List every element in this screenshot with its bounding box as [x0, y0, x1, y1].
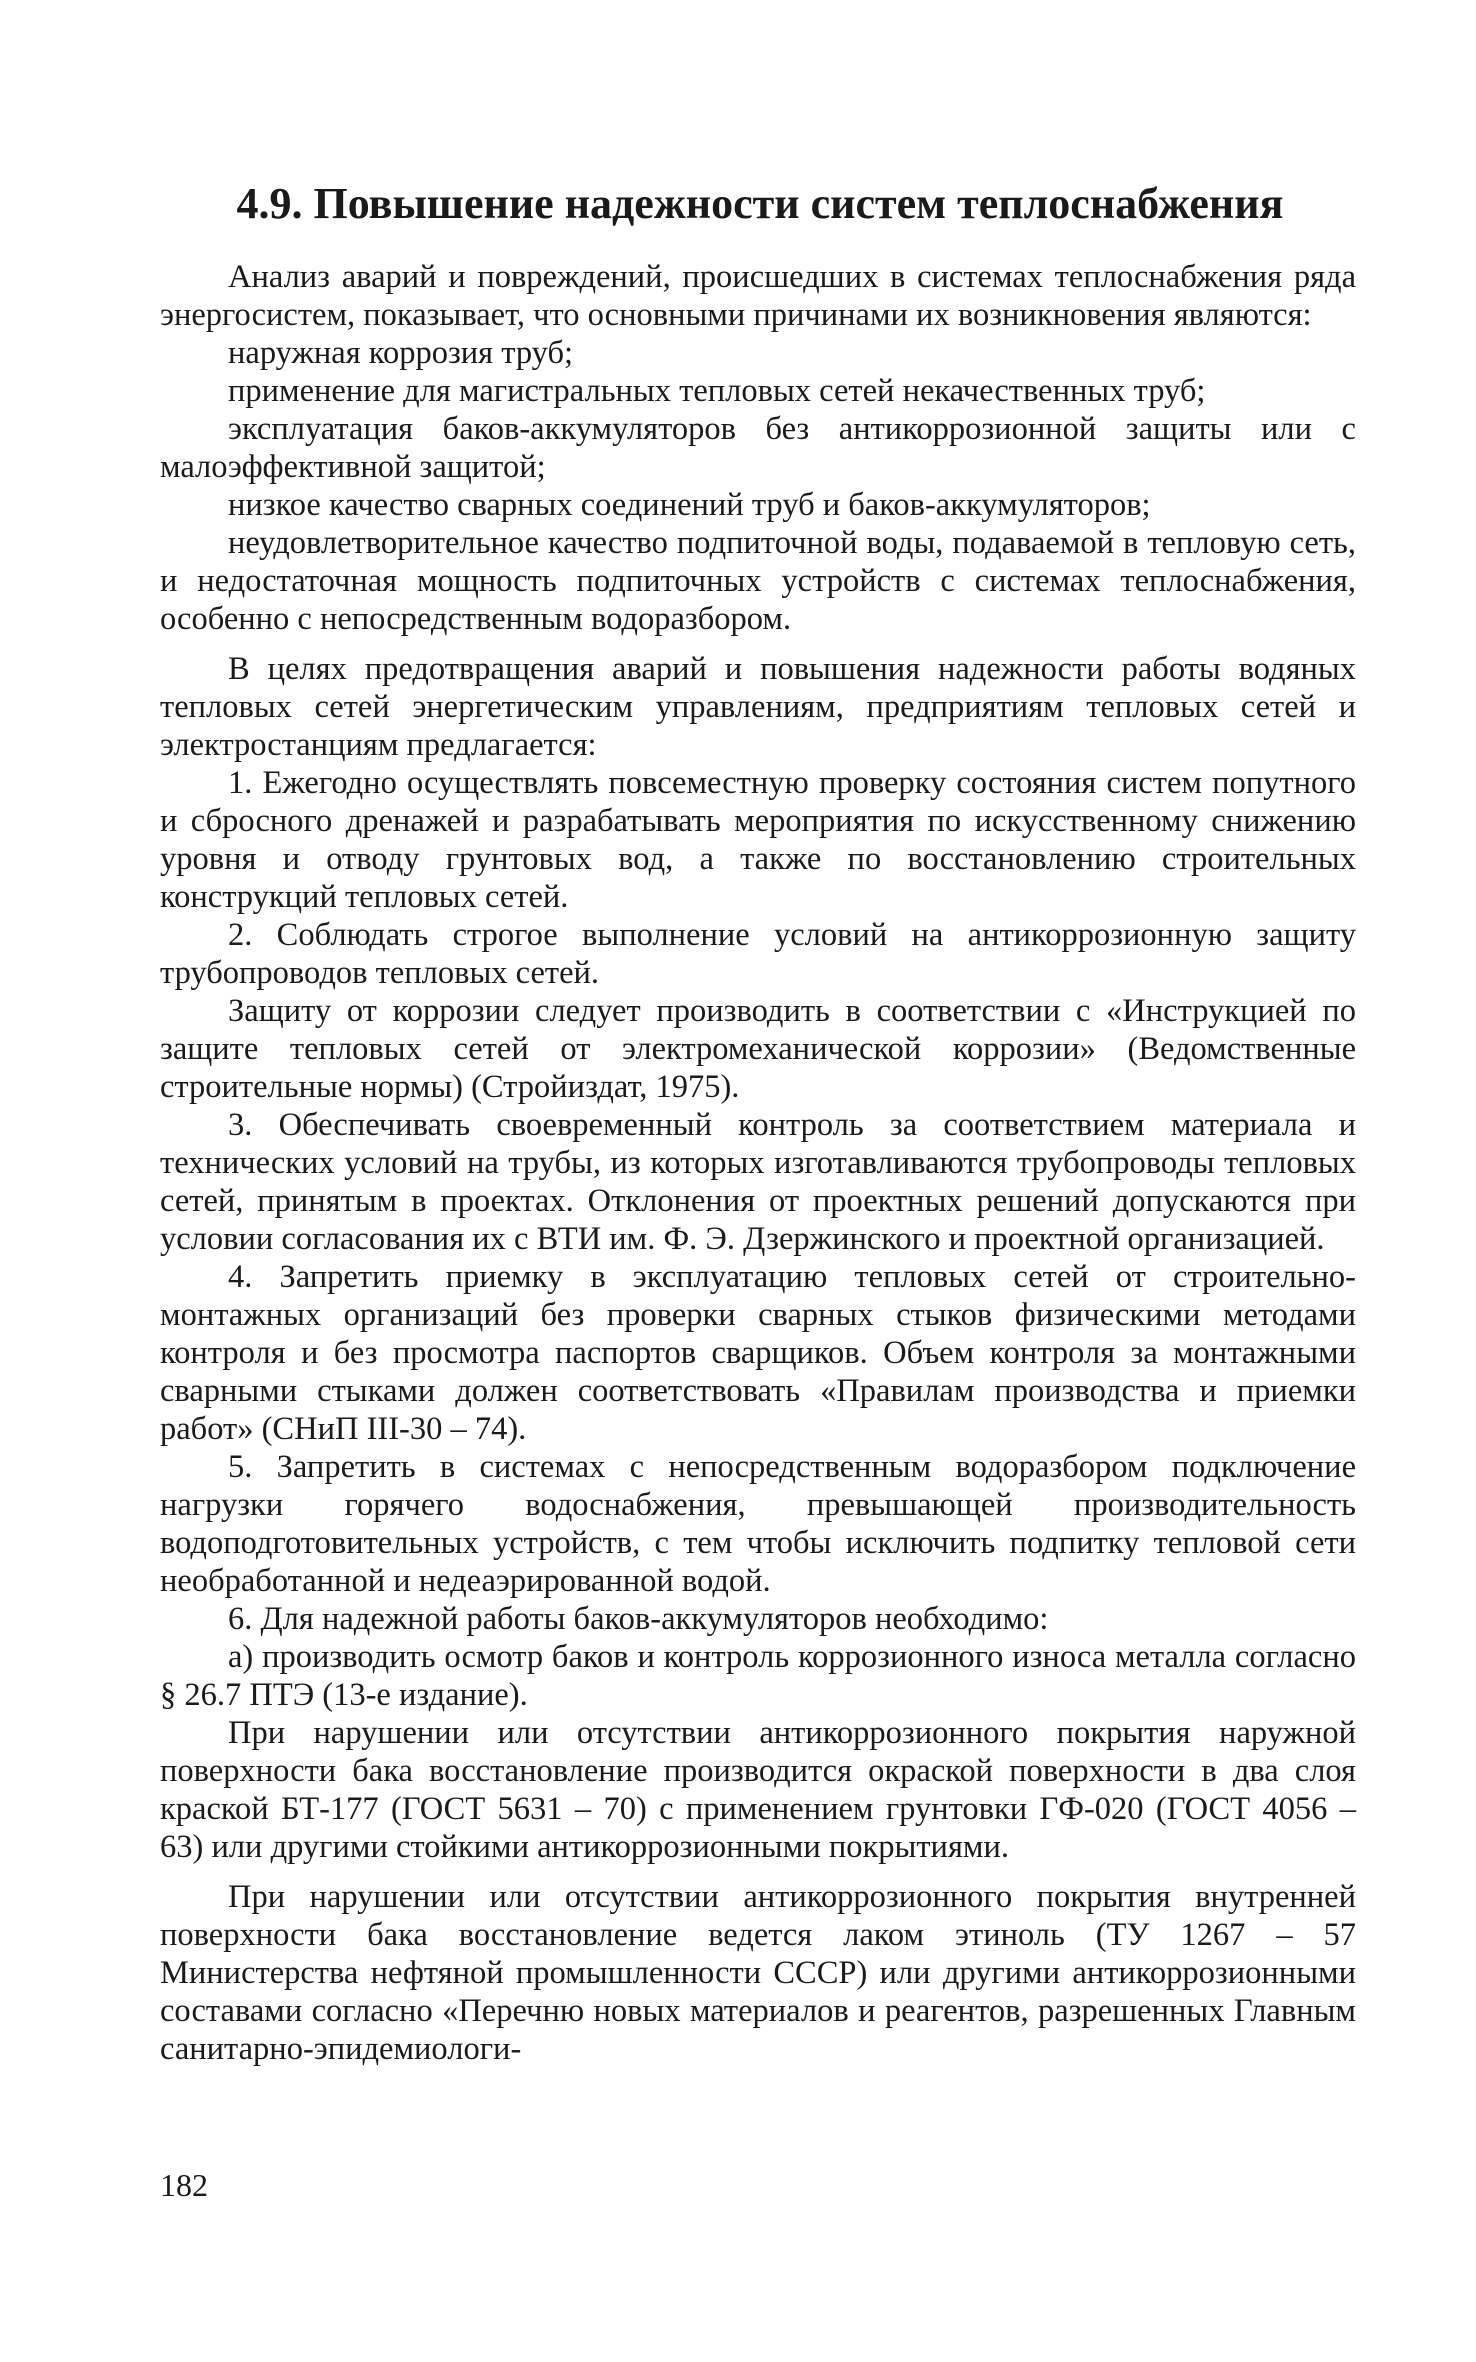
- sub-item: а) производить осмотр баков и контроль коррозионного износа металла согласно § 26.7 ПТЭ (13-е издание).: [160, 1639, 1356, 1713]
- paragraph: Анализ аварий и повреждений, происшедших в системах теплоснабжения ряда энергосистем, показывает, что основными причинами их возникновения являются:: [160, 259, 1356, 333]
- numbered-item: 4. Запретить приемку в эксплуатацию тепловых сетей от строительно-монтажных организаций без проверки сварных стыков физическими методами контроля и без просмотра паспортов сварщиков. Объем контроля за монтажными сварными стыками должен соответствовать «Правилам производства и приемки работ» (СНиП III-30 – 74).: [160, 1259, 1356, 1447]
- section-title: 4.9. Повышение надежности систем теплоснабжения: [236, 179, 1284, 228]
- list-item: неудовлетворительное качество подпиточной воды, подаваемой в тепловую сеть, и недостаточная мощность подпиточных устройств с системах теплоснабжения, особенно с непосредственным водоразбором.: [160, 525, 1356, 637]
- list-item: эксплуатация баков-аккумуляторов без антикоррозионной защиты или с малоэффективной защитой;: [160, 411, 1356, 485]
- numbered-item: 3. Обеспечивать своевременный контроль за соответствием материала и технических условий на трубы, из которых изготавливаются трубопроводы тепловых сетей, принятым в проектах. Отклонения от проектных решений допускаются при условии согласования их с ВТИ им. Ф. Э. Дзержинского и проектной организацией.: [160, 1107, 1356, 1257]
- numbered-item: 1. Ежегодно осуществлять повсеместную проверку состояния систем попутного и сбросного дренажей и разрабатывать мероприятия по искусственному снижению уровня и отводу грунтовых вод, а также по восстановлению строительных конструкций тепловых сетей.: [160, 765, 1356, 915]
- body-text: [160, 258, 1356, 2068]
- paragraph: При нарушении или отсутствии антикоррозионного покрытия наружной поверхности бака восстановление производится окраской поверхности в два слоя краской БТ-177 (ГОСТ 5631 – 70) с применением грунтовки ГФ-020 (ГОСТ 4056 – 63) или другими стойкими антикоррозионными покрытиями.: [160, 1715, 1356, 1865]
- numbered-item: 2. Соблюдать строгое выполнение условий на антикоррозионную защиту трубопроводов тепловых сетей.: [160, 917, 1356, 991]
- numbered-item: 5. Запретить в системах с непосредственным водоразбором подключение нагрузки горячего водоснабжения, превышающей производительность водоподготовительных устройств, с тем чтобы исключить подпитку тепловой сети необработанной и недеаэрированной водой.: [160, 1449, 1356, 1599]
- list-item: наружная коррозия труб;: [228, 335, 574, 371]
- paragraph: В целях предотвращения аварий и повышения надежности работы водяных тепловых сетей энергетическим управлениям, предприятиям тепловых сетей и электростанциям предлагается:: [160, 651, 1356, 763]
- paragraph: Защиту от коррозии следует производить в соответствии с «Инструкцией по защите тепловых сетей от электромеханической коррозии» (Ведомственные строительные нормы) (Стройиздат, 1975).: [160, 993, 1356, 1105]
- paragraph: При нарушении или отсутствии антикоррозионного покрытия внутренней поверхности бака восстановление ведется лаком этиноль (ТУ 1267 – 57 Министерства нефтяной промышленности СССР) или другими антикоррозионными составами согласно «Перечню новых материалов и реагентов, разрешенных Главным санитарно-эпидемиологи-: [160, 1879, 1356, 2067]
- list-item: применение для магистральных тепловых сетей некачественных труб;: [228, 373, 1206, 409]
- page-number: 182: [160, 2167, 208, 2203]
- list-item: низкое качество сварных соединений труб и баков-аккумуляторов;: [228, 487, 1151, 523]
- numbered-item: 6. Для надежной работы баков-аккумуляторов необходимо:: [228, 1601, 1049, 1637]
